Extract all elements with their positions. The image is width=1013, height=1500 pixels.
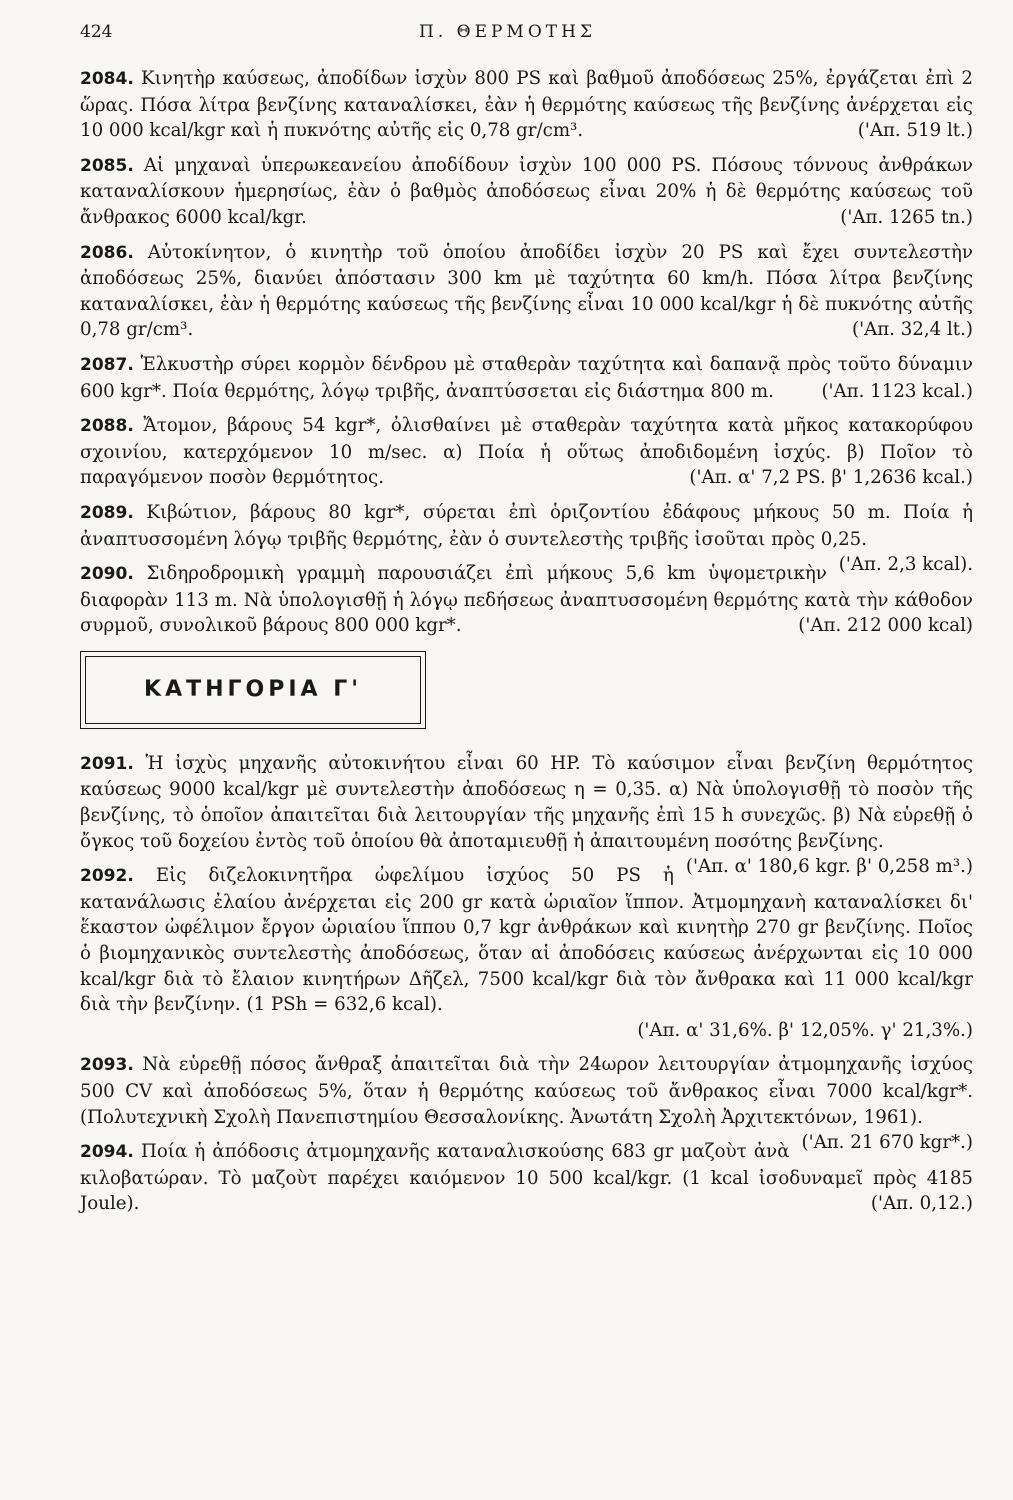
problem-text: Ποία ἡ ἀπόδοσις ἀτμομηχανῆς καταναλισκούσης 683 gr μαζοὺτ ἀνὰ κιλοβατώραν. Τὸ μαζοὺτ παρέχει καιόμενον 10 500 kcal/kgr. (1 kcal ἰσοδυναμεῖ πρὸς 4185 Joule). xyxy=(80,1141,973,1215)
problem-answer: ('Απ. α' 31,6%. β' 12,05%. γ' 21,3%.) xyxy=(637,1019,973,1041)
problem-text: Ἄτομον, βάρους 54 kgr*, ὀλισθαίνει μὲ σταθερὰν ταχύτητα κατὰ μῆκος κατακορύφου σχοινίου, κατερχόμενον 10 m/sec. α) Ποία ἡ οὕτως ἀποδιδομένη ἰσχύς. β) Ποῖον τὸ παραγόμενον ποσὸν θερμότητος. xyxy=(80,415,973,489)
problem-answer: ('Απ. 1265 tn.) xyxy=(840,206,973,228)
category-section xyxy=(80,651,973,743)
problem-text: Σιδηροδρομικὴ γραμμὴ παρουσιάζει ἐπὶ μήκους 5,6 km ὑψομετρικὴν διαφορὰν 113 m. Νὰ ὑπολογισθῇ ἡ λόγῳ πεδήσεως ἀναπτυσσομένη θερμότης κατὰ τὴν κάθοδον συρμοῦ, συνολικοῦ βάρους 800 000 kgr*. xyxy=(80,563,973,637)
problem-number: 2087. xyxy=(80,354,134,375)
problem-number: 2094. xyxy=(80,1142,134,1163)
problem-2084 xyxy=(80,66,973,144)
problem-answer: ('Απ. 32,4 lt.) xyxy=(851,319,973,341)
problem-answer: ('Απ. 21 670 kgr*.) xyxy=(801,1132,973,1154)
problem-number: 2091. xyxy=(80,753,134,774)
problem-answer: ('Απ. α' 7,2 PS. β' 1,2636 kcal.) xyxy=(689,467,973,489)
problem-text: Νὰ εὑρεθῇ πόσος ἄνθραξ ἀπαιτεῖται διὰ τὴν 24ωρον λειτουργίαν ἀτμομηχανῆς ἰσχύος 500 CV καὶ ἀποδόσεως 5%, ὅταν ἡ θερμότης καύσεως τοῦ ἄνθρακος εἶναι 7000 kcal/kgr*. (Πολυτεχνικὴ Σχολὴ Πανεπιστημίου Θεσσαλονίκης. Ἀνωτάτη Σχολὴ Ἀρχιτεκτόνων, 1961). xyxy=(80,1054,973,1128)
problem-answer-line xyxy=(80,1018,973,1044)
problem-answer: ('Απ. 0,12.) xyxy=(870,1193,973,1215)
problem-number: 2092. xyxy=(80,866,134,887)
problem-text: Ἡ ἰσχὺς μηχανῆς αὐτοκινήτου εἶναι 60 HP. Τὸ καύσιμον εἶναι βενζίνη θερμότητος καύσεως 9000 kcal/kgr μὲ συντελεστὴν ἀποδόσεως η = 0,35. α) Νὰ ὑπολογισθῇ τὸ ποσὸν τῆς βενζίνης, τὸ ὁποῖον ἀπαιτεῖται διὰ λειτουργίαν τῆς μηχανῆς ἐπὶ 15 h συνεχῶς. β) Νὰ εὑρεθῇ ὁ ὄγκος τοῦ δοχείου ἐντὸς τοῦ ὁποίου θὰ ἀποταμιευθῇ ἡ ἀπαιτουμένη ποσότης βενζίνης. xyxy=(80,752,973,852)
problem-answer: ('Απ. 212 000 kcal) xyxy=(798,615,973,637)
problem-text: Ἑλκυστὴρ σύρει κορμὸν δένδρου μὲ σταθερὰν ταχύτητα καὶ δαπανᾷ πρὸς τοῦτο δύναμιν 600 kgr*. Ποία θερμότης, λόγῳ τριβῆς, ἀναπτύσσεται εἰς διάστημα 800 m. xyxy=(80,353,973,402)
problem-2092 xyxy=(80,863,973,1018)
problem-2086 xyxy=(80,240,973,343)
problem-text: Αὐτοκίνητον, ὁ κινητὴρ τοῦ ὁποίου ἀποδίδει ἰσχὺν 20 PS καὶ ἔχει συντελεστὴν ἀποδόσεως 25%, διανύει ἀπόστασιν 300 km μὲ ταχύτητα 60 km/h. Πόσα λίτρα βενζίνης καταναλίσκει, ἐὰν ἡ θερμότης καύσεως τῆς βενζίνης εἶναι 10 000 kcal/kgr ἡ δὲ πυκνότης αὐτῆς 0,78 gr/cm³. xyxy=(80,241,973,341)
problem-number: 2088. xyxy=(80,416,134,437)
problem-number: 2090. xyxy=(80,564,134,585)
page-header xyxy=(80,22,935,46)
problem-2087 xyxy=(80,352,973,404)
problem-answer: ('Απ. 2,3 kcal). xyxy=(838,554,973,576)
problem-number: 2085. xyxy=(80,155,134,176)
category-label: ΚΑΤΗΓΟΡΙΑ Γ' xyxy=(144,677,362,703)
problem-2088 xyxy=(80,413,973,491)
problem-text: Εἰς διζελοκινητῆρα ὠφελίμου ἰσχύος 50 PS ἡ κατανάλωσις ἐλαίου ἀνέρχεται εἰς 200 gr κατὰ ὡριαῖον ἵππον. Ἀτμομηχανὴ καταναλίσκει δι' ἕκαστον ὠφέλιμον ἔργον ὡριαίου ἵππου 0,7 kgr ἀνθράκων καὶ κινητὴρ 270 gr βενζίνης. Ποῖος ὁ βιομηχανικὸς συντελεστὴς ἀποδόσεως, ὅταν αἱ ἀποδόσεις καύσεως ἀνέρχωνται εἰς 10 000 kcal/kgr διὰ τὸ ἔλαιον κινητήρων Δῆζελ, 7500 kcal/kgr διὰ τὸν ἄνθρακα καὶ 11 000 kcal/kgr διὰ τὴν βενζίνην. (1 PSh = 632,6 kcal). xyxy=(80,865,973,1016)
problem-number: 2089. xyxy=(80,502,134,523)
problem-answer: ('Απ. 519 lt.) xyxy=(857,120,973,142)
running-title: Π. ΘΕΡΜΟΤΗΣ xyxy=(419,22,596,42)
problem-answer: ('Απ. 1123 kcal.) xyxy=(821,380,973,402)
problem-text: Κινητὴρ καύσεως, ἀποδίδων ἰσχὺν 800 PS καὶ βαθμοῦ ἀποδόσεως 25%, ἐργάζεται ἐπὶ 2 ὥρας. Πόσα λίτρα βενζίνης καταναλίσκει, ἐὰν ἡ θερμότης καύσεως τῆς βενζίνης ἀνέρχεται εἰς 10 000 kcal/kgr καὶ ἡ πυκνότης αὐτῆς εἰς 0,78 gr/cm³. xyxy=(80,68,973,142)
problem-number: 2093. xyxy=(80,1055,134,1076)
problem-number: 2086. xyxy=(80,242,134,263)
problem-2085 xyxy=(80,153,973,231)
problem-text: Κιβώτιον, βάρους 80 kgr*, σύρεται ἐπὶ ὁριζοντίου ἐδάφους μήκους 50 m. Ποία ἡ ἀναπτυσσομένη λόγῳ τριβῆς θερμότης, ἐὰν ὁ συντελεστὴς τριβῆς ἰσοῦται πρὸς 0,25. xyxy=(80,501,973,550)
page-number: 424 xyxy=(80,22,113,42)
category-heading xyxy=(80,651,426,729)
page-content xyxy=(80,66,973,1226)
problem-number: 2084. xyxy=(80,69,134,89)
problem-answer: ('Απ. α' 180,6 kgr. β' 0,258 m³.) xyxy=(685,856,973,878)
problem-text: Αἱ μηχαναὶ ὑπερωκεανείου ἀποδίδουν ἰσχὺν 100 000 PS. Πόσους τόννους ἀνθράκων καταναλίσκουν ἡμερησίως, ἐὰν ὁ βαθμὸς ἀποδόσεως εἶναι 20% ἡ δὲ θερμότης καύσεως τοῦ ἄνθρακος 6000 kcal/kgr. xyxy=(80,154,973,228)
